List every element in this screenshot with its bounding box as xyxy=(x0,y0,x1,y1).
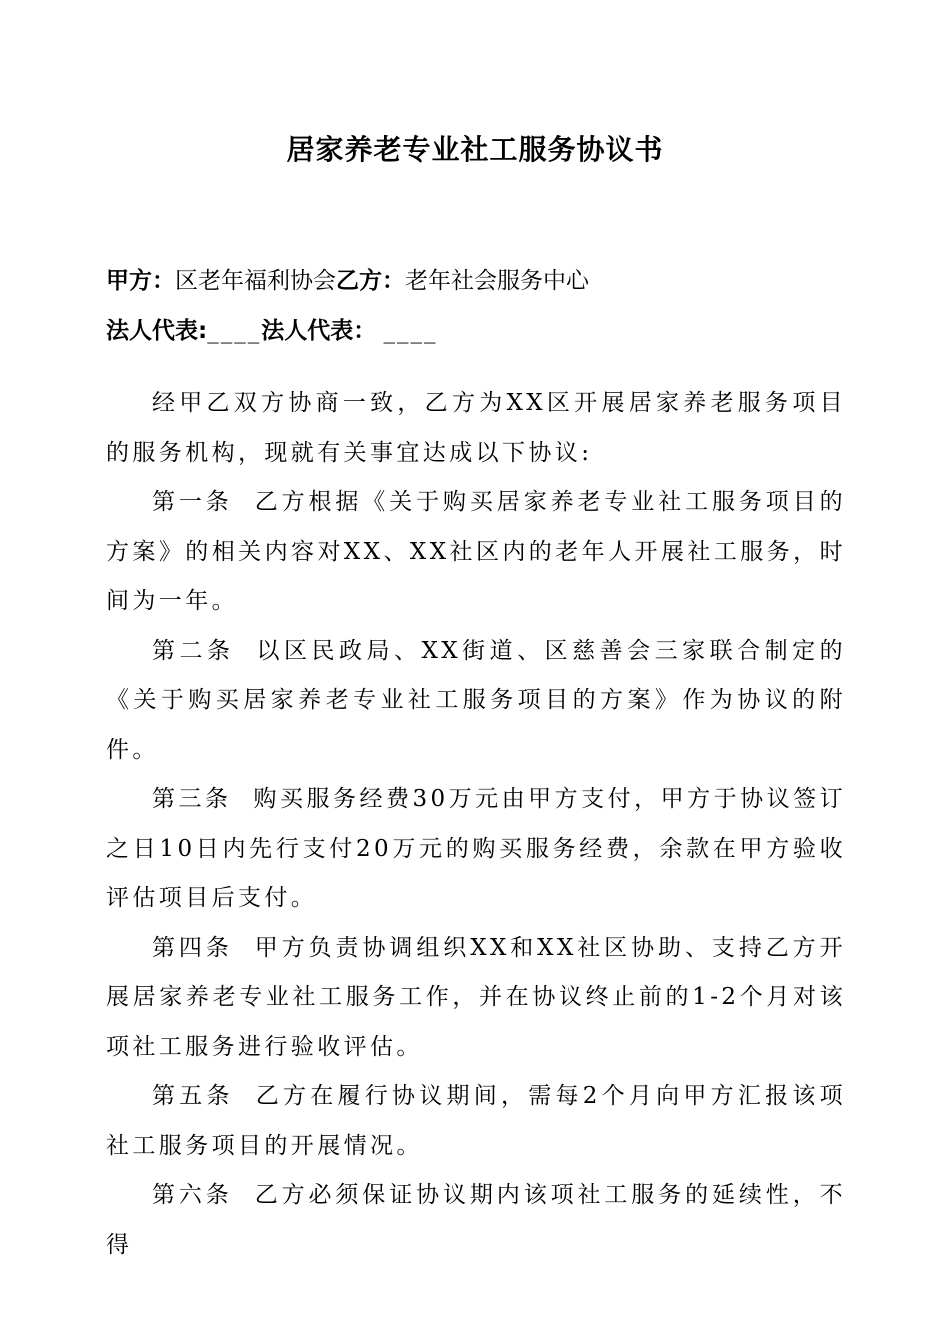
article-4 xyxy=(106,924,846,1073)
rep-a-blank: ____ xyxy=(207,318,262,344)
document-title: 居家养老专业社工服务协议书 xyxy=(286,133,664,166)
article-text: 乙方必须保证协议期内该项社工服务的延续性，不得 xyxy=(106,1182,846,1258)
article-number: 第四条 xyxy=(152,934,233,961)
rep-a-label: 法人代表: xyxy=(106,318,208,344)
party-b-value: 老年社会服务中心 xyxy=(405,268,589,294)
party-a-label: 甲方： xyxy=(106,268,175,294)
rep-b-blank: ____ xyxy=(383,318,438,344)
article-2 xyxy=(106,627,846,776)
article-number: 第二条 xyxy=(152,637,235,664)
article-number: 第一条 xyxy=(152,489,233,515)
article-number: 第五条 xyxy=(152,1083,234,1109)
article-number: 第三条 xyxy=(152,786,232,812)
article-6 xyxy=(106,1171,846,1270)
article-text: 乙方根据《关于购买居家养老专业社工服务项目的方案》的相关内容对XX、XX社区内的老年人开展社工服务，时间为一年。 xyxy=(106,489,846,614)
article-text: 乙方在履行协议期间，需每2个月向甲方汇报该项社工服务项目的开展情况。 xyxy=(106,1083,846,1159)
party-b-label: 乙方： xyxy=(336,268,405,294)
article-text: 甲方负责协调组织XX和XX社区协助、支持乙方开展居家养老专业社工服务工作，并在协议终止前的1-2个月对该项社工服务进行验收评估。 xyxy=(106,934,846,1060)
intro-paragraph: 经甲乙双方协商一致，乙方为XX区开展居家养老服务项目的服务机构，现就有关事宜达成以下协议: xyxy=(106,390,846,466)
article-text: 以区民政局、XX街道、区慈善会三家联合制定的《关于购买居家养老专业社工服务项目的方案》作为协议的附件。 xyxy=(106,637,846,763)
article-1 xyxy=(106,478,846,627)
agreement-body xyxy=(106,379,846,1270)
article-5 xyxy=(106,1072,846,1171)
article-3 xyxy=(106,775,846,924)
parties-line xyxy=(106,262,589,295)
article-number: 第六条 xyxy=(152,1182,233,1208)
representatives-line xyxy=(106,312,438,345)
rep-b-label: 法人代表： xyxy=(261,318,377,344)
party-a-value: 区老年福利协会 xyxy=(175,268,336,294)
article-text: 购买服务经费30万元由甲方支付，甲方于协议签订之日10日内先行支付20万元的购买服务经费，余款在甲方验收评估项目后支付。 xyxy=(106,786,847,911)
